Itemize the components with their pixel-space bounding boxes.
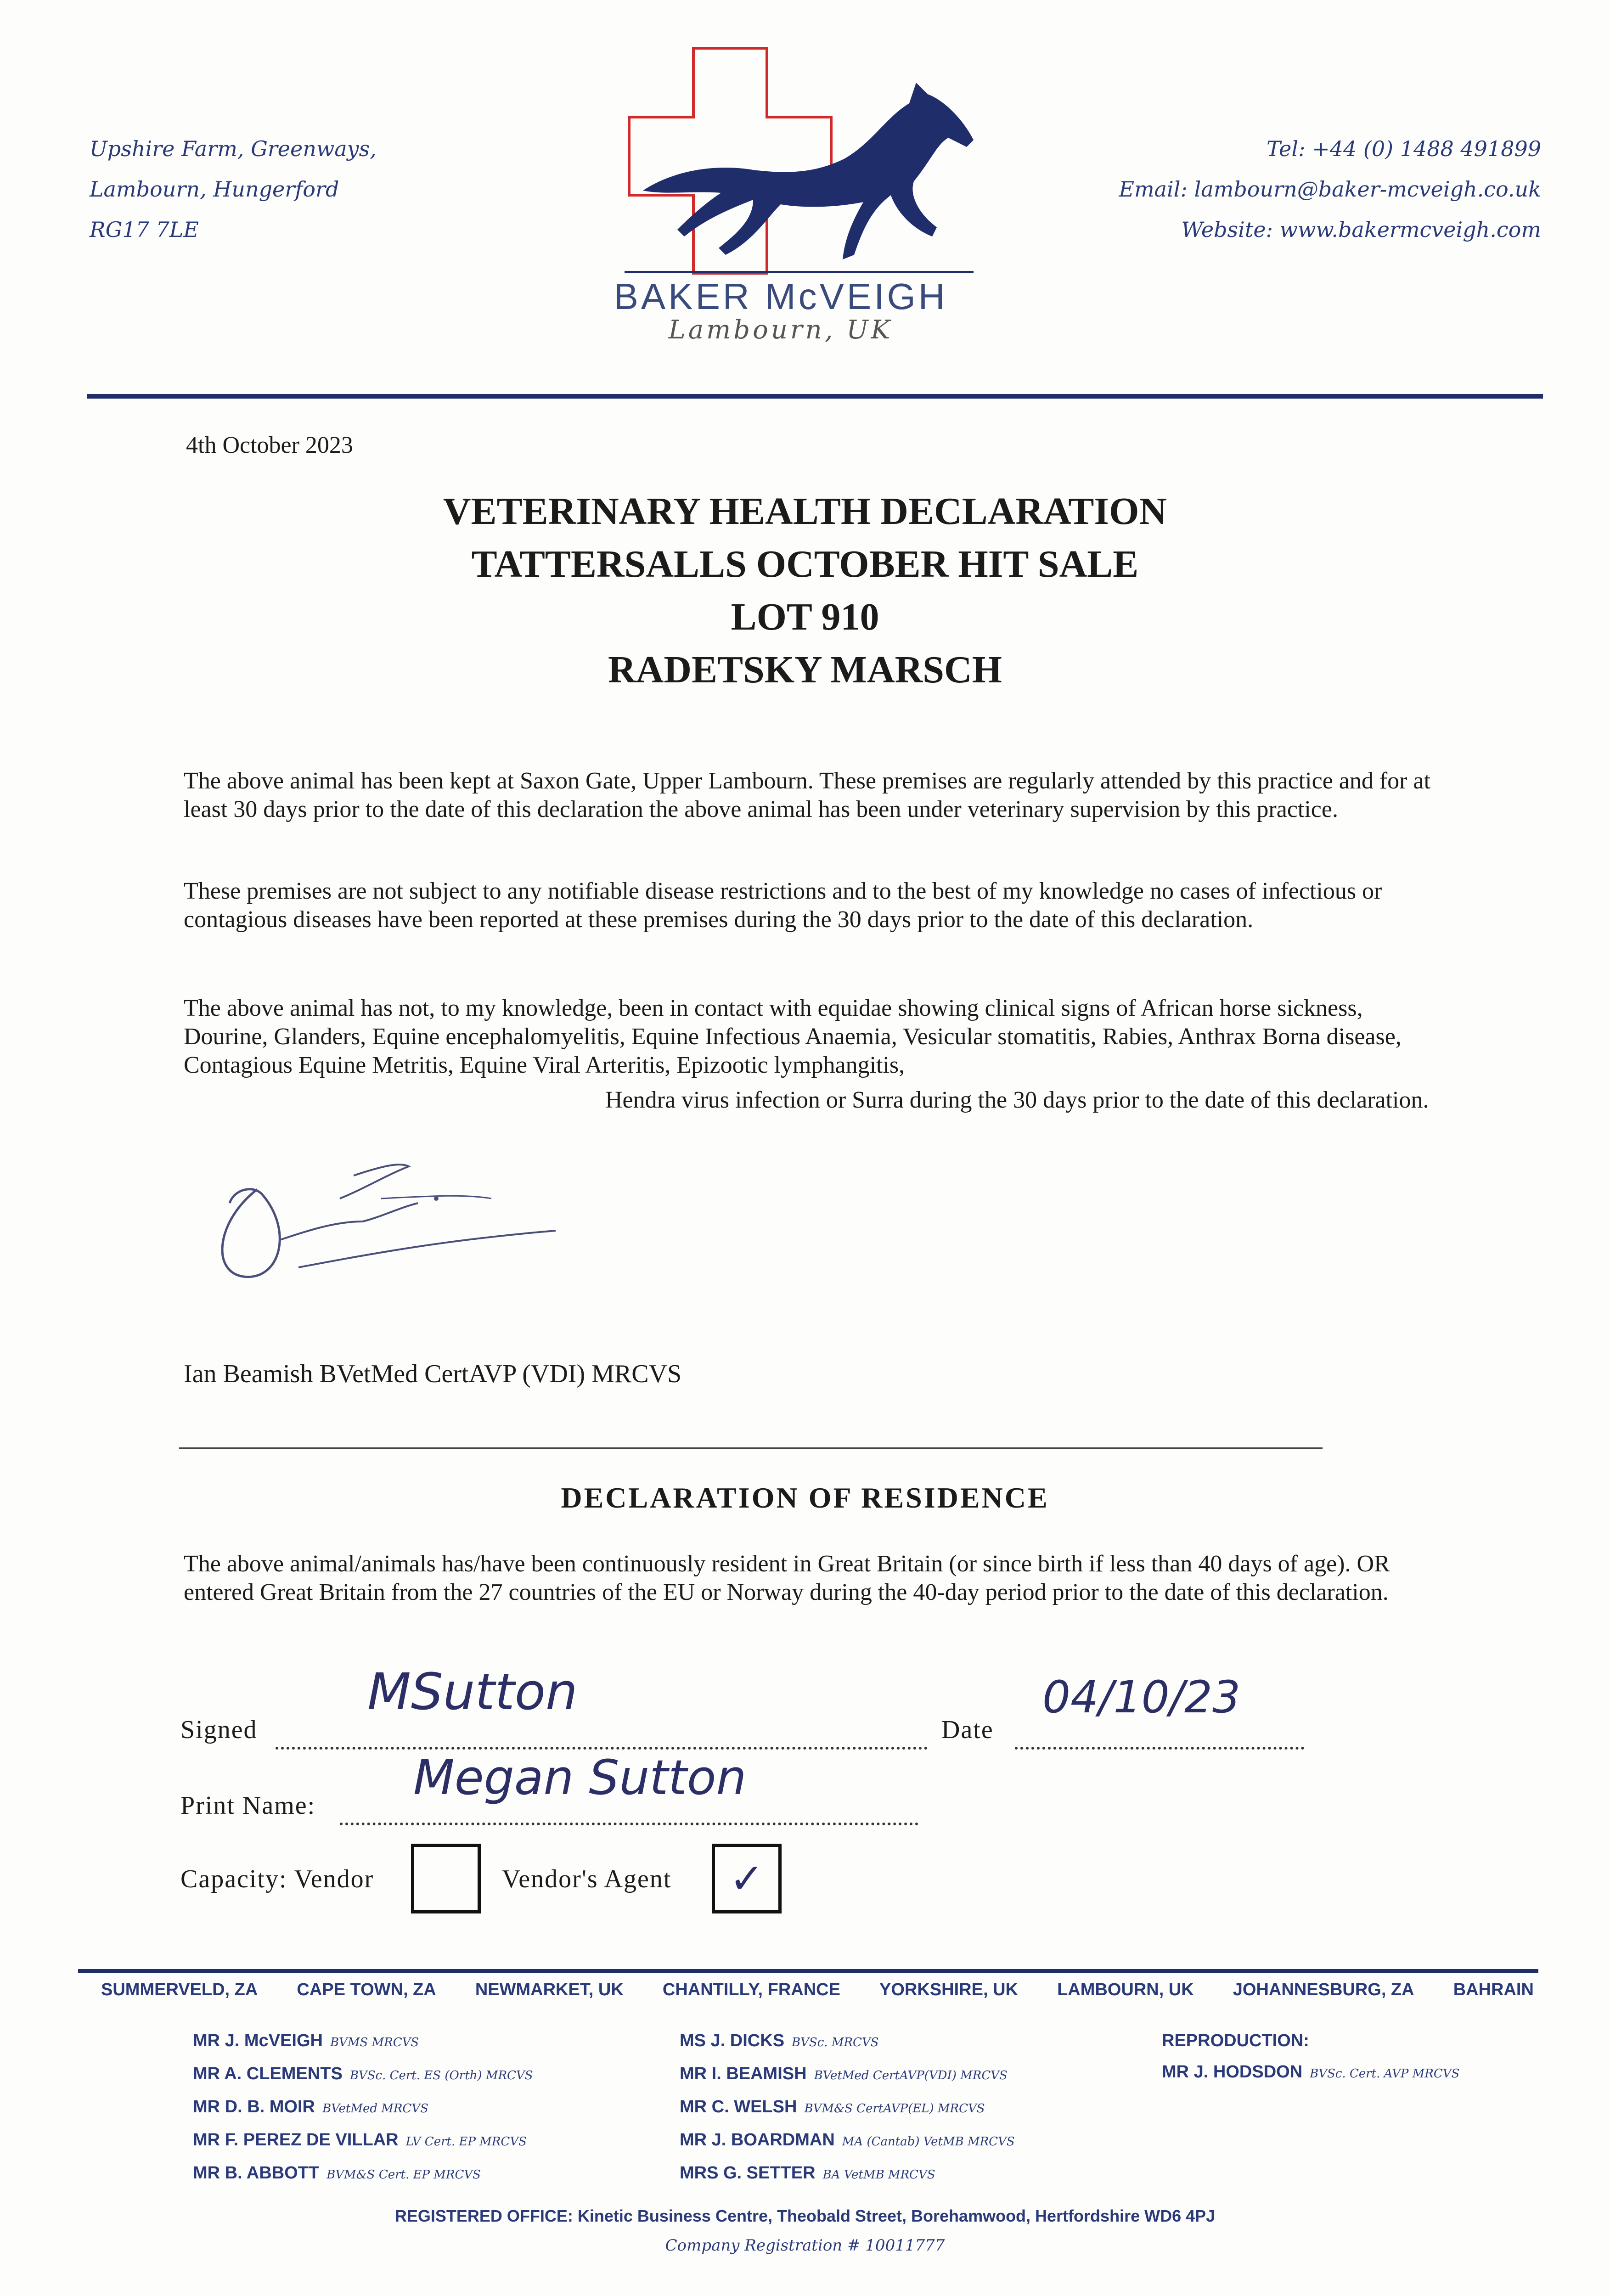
signed-value: MSutton [367,1662,578,1721]
date-value: 04/10/23 [1042,1671,1241,1723]
date-label: Date [941,1716,994,1744]
paragraph: The above animal has not, to my knowledge, been in contact with equidae showing clinical signs of African horse sickness, Dourine, Glanders, Equine encephalomyelitis, Equine Infectious Anaemia, Vesicular stomatitis, Rabies, Anthrax Borna disease, Contagious Equine Metritis, Equine Viral Arteritis, Epizootic lymphangitis, [184,995,1402,1078]
staff-member: MRS G. SETTER BA VetMB MRCVS [680,2163,935,2183]
staff-member: MR F. PEREZ DE VILLAR LV Cert. EP MRCVS [193,2130,527,2150]
staff-member: MS J. DICKS BVSc. MRCVS [680,2031,879,2050]
location: CAPE TOWN, ZA [297,1980,436,1999]
staff-member: MR B. ABBOTT BVM&S Cert. EP MRCVS [193,2163,481,2183]
sale-title: TATTERSALLS OCTOBER HIT SALE [471,543,1139,585]
staff-member: MR A. CLEMENTS BVSc. Cert. ES (Orth) MRCVS [193,2064,533,2083]
horse-and-cross-logo-icon [615,44,983,278]
staff-member: MR J. BOARDMAN MA (Cantab) VetMB MRCVS [680,2130,1015,2150]
company-registration: Company Registration # 10011777 [665,2236,945,2255]
staff-member: MR J. HODSDON BVSc. Cert. AVP MRCVS [1162,2062,1460,2082]
staff-column-2 [680,2025,1015,2190]
capacity-label: Capacity: Vendor [180,1865,374,1893]
signed-label: Signed [180,1716,258,1744]
print-name-value: Megan Sutton [413,1750,747,1806]
office-locations [101,1980,1534,2000]
brand-location: Lambourn, UK [668,315,893,345]
staff-member: MR C. WELSH BVM&S CertAVP(EL) MRCVS [680,2097,985,2116]
brand-name: BAKER McVEIGH [614,276,948,317]
location: NEWMARKET, UK [475,1980,624,1999]
lot-number: LOT 910 [731,596,879,638]
registered-office: REGISTERED OFFICE: Kinetic Business Centre, Theobald Street, Borehamwood, Hertfordshire WD6 4PJ [394,2206,1216,2225]
staff-member: MR J. McVEIGH BVMS MRCVS [193,2031,419,2050]
staff-member: MR D. B. MOIR BVetMed MRCVS [193,2097,428,2116]
location: CHANTILLY, FRANCE [662,1980,840,1999]
address-line: Upshire Farm, Greenways, [90,136,377,161]
residence-text: The above animal/animals has/have been continuously resident in Great Britain (or since birth if less than 40 days of age). OR entered Great Britain from the 27 countries of the EU or Norway during the 40-day period prior to the date of this declaration. [184,1551,1390,1605]
horse-name: RADETSKY MARSCH [608,648,1002,691]
page-title: VETERINARY HEALTH DECLARATION [443,490,1167,533]
check-mark-icon: ✓ [729,1854,764,1903]
location: JOHANNESBURG, ZA [1233,1980,1414,1999]
vendor-checkbox[interactable] [411,1844,481,1913]
staff-column-1 [193,2025,533,2190]
print-name-label: Print Name: [180,1791,316,1820]
website: Website: www.bakermcveigh.com [1181,217,1541,242]
address-line: RG17 7LE [90,217,199,242]
vendor-agent-label: Vendor's Agent [502,1865,672,1893]
header-divider [87,394,1543,399]
telephone: Tel: +44 (0) 1488 491899 [1267,136,1541,161]
location: SUMMERVELD, ZA [101,1980,258,1999]
paragraph: The above animal has been kept at Saxon Gate, Upper Lambourn. These premises are regularly attended by this practice and for at least 30 days prior to the date of this declaration the above animal has been under veterinary supervision by this practice. [184,768,1431,822]
declaration-date: 4th October 2023 [186,432,353,458]
footer-divider [78,1969,1538,1973]
practice-contact [1119,129,1541,250]
residence-title: DECLARATION OF RESIDENCE [561,1481,1049,1514]
address-line: Lambourn, Hungerford [90,177,339,202]
practice-address [90,129,377,250]
vet-signature [188,1153,565,1300]
location: LAMBOURN, UK [1057,1980,1194,1999]
location: BAHRAIN [1453,1980,1534,1999]
vet-name: Ian Beamish BVetMed CertAVP (VDI) MRCVS [184,1360,682,1388]
staff-member: MR I. BEAMISH BVetMed CertAVP(VDI) MRCVS [680,2064,1008,2083]
paragraph: Hendra virus infection or Surra during the 30 days prior to the date of this declaration. [605,1087,1429,1113]
reproduction-heading: REPRODUCTION: [1162,2031,1309,2050]
vendor-agent-checkbox[interactable] [712,1844,782,1913]
section-divider [179,1447,1323,1449]
paragraph: These premises are not subject to any notifiable disease restrictions and to the best of my knowledge no cases of infectious or contagious diseases have been reported at these premises during the 30 days prior to the date of this declaration. [184,878,1382,933]
staff-column-3 [1162,2025,1459,2089]
brand-block [574,276,987,345]
location: YORKSHIRE, UK [879,1980,1018,1999]
signed-line[interactable] [276,1717,928,1750]
email: Email: lambourn@baker-mcveigh.co.uk [1119,177,1541,202]
